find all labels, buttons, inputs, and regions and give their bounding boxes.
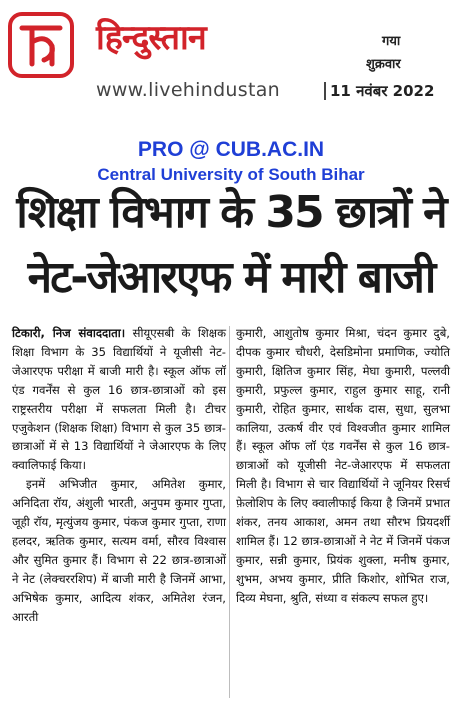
pro-stamp-line: PRO @ CUB.AC.IN — [137, 138, 325, 161]
masthead-divider — [324, 82, 326, 100]
website-url: www.livehindustan — [96, 79, 281, 101]
article-column-left — [12, 324, 226, 627]
article-paragraph: इनमें अभिजीत कुमार, अमितेश कुमार, अनिदिता रॉय, अंशुली भारती, अनुपम कुमार गुप्ता, जूही रॉय, मृत्युंजय कुमार, पंकज कुमार गुप्ता, राणा हलदर, ऋतिक कुमार, सत्यम वर्मा, सौरव विश्वास और सुमित कुमार हैं। विभाग से 22 छात्र-छात्राओं ने नेट (लेक्चररशिप) में बाजी मारी है जिनमें आभा, अभिषेक कुमार, आदित्य शंकर, अमितेश रंजन, आरती — [12, 477, 226, 624]
hindustan-logo-icon — [16, 20, 66, 70]
newspaper-name: हिन्दुस्तान — [96, 18, 206, 58]
headline-line-1: शिक्षा विभाग के 35 छात्रों ने — [16, 187, 446, 238]
paragraph-text: सीयूएसबी के शिक्षक शिक्षा विभाग के 35 विद्यार्थियों ने यूजीसी नेट-जेआरएफ परीक्षा में बाजी मारी है। स्कूल ऑफ लॉ एंड गवर्नेंस से कुल 16 छात्र-छात्राओं को इस राष्ट्रस्तरीय परीक्षा में सफलता मिली है। टीचर एजुकेशन (शिक्षक शिक्षा) विभाग से कुल 35 छात्र-छात्राओं में से 13 विद्यार्थियों ने जेआरएफ के लिए क्वालिफाई किया। — [12, 326, 226, 473]
headline-line-2: नेट-जेआरएफ में मारी बाजी — [27, 252, 435, 303]
newspaper-logo — [8, 12, 74, 78]
edition-date: 11 नवंबर 2022 — [330, 82, 435, 100]
article-paragraph: कुमारी, आशुतोष कुमार मिश्रा, चंदन कुमार दुबे, दीपक कुमार चौधरी, देसडिमोना प्रमाणिक, ज्योति कुमारी, क्षितिज कुमार सिंह, मेघा कुमारी, पल्लवी कुमारी, प्रफुल्ल कुमार, राहुल कुमार साहू, रानी कुमारी, रोहित कुमार, सार्थक दास, सुधा, सुलभा कालिया, उत्कर्ष वीर एवं विश्वजीत कुमार शामिल हैं। स्कूल ऑफ लॉ एंड गवर्नेंस से कुल 16 छात्र-छात्राओं को यूजीसी नेट-जेआरएफ में सफलता मिली है। विभाग से चार विद्यार्थियों ने जूनियर रिसर्च फ़ेलोशिप के लिए क्वालीफाई किया है जिनमें प्रभात शंकर, तनय आकाश, अमन तथा सौरभ प्रियदर्शी शामिल हैं। 12 छात्र-छात्राओं ने नेट में जिनमें पंकज कुमार, सन्नी कुमार, प्रियंक शुक्ला, मनीष कुमार, शुभम, अभय कुमार, प्रीति किशोर, शोभित राज, दिव्य मेघना, श्रुति, संध्या व संकल्प सफल हुए। — [236, 326, 450, 605]
column-divider — [229, 326, 230, 698]
edition-city: गया — [382, 34, 401, 49]
dateline: टिकारी, निज संवाददाता। — [12, 326, 126, 340]
article-paragraph — [12, 324, 226, 475]
article-column-right — [236, 324, 450, 608]
university-stamp-line: Central University of South Bihar — [97, 165, 365, 184]
edition-day: शुक्रवार — [366, 57, 401, 72]
